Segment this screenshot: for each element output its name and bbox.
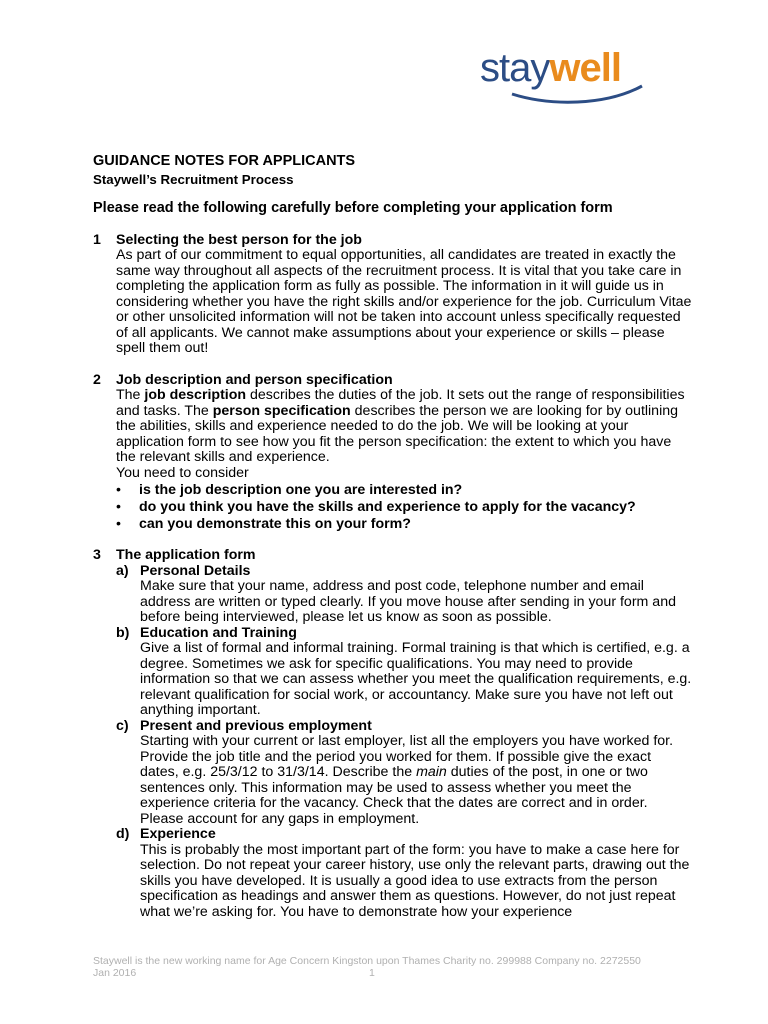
subsection-experience: d) Experience This is probably the most important part of the form: you have to make a case here for selection. Do not repeat your career history, use only the relevant parts, drawing out the skills you have developed. It is usually a good idea to use extracts from the person specification as headings and answer them as questions. However, do not just repeat what we’re asking for. You have to demonstrate how your experience (116, 827, 693, 920)
bullet-icon: • (116, 498, 121, 515)
section-3 (93, 548, 693, 920)
subsection-personal-details: a) Personal Details Make sure that your name, address and post code, telephone number and email address are written or typed clearly. If you move house after sending in your form and before being interviewed, please let us know as soon as possible. (116, 564, 693, 626)
list-item: • is the job description one you are interested in? (116, 481, 463, 498)
section-heading: Selecting the best person for the job (116, 231, 362, 248)
consider-label: You need to consider (116, 464, 249, 481)
subsection-heading: Education and Training (140, 624, 297, 641)
subsection-heading: Present and previous employment (140, 717, 372, 734)
list-item: • do you think you have the skills and experience to apply for the vacancy? (116, 498, 636, 515)
subsection-heading: Experience (140, 826, 216, 842)
footer-date: Jan 2016 (93, 967, 137, 979)
logo-swoosh-icon (510, 84, 645, 106)
subsection-paragraph: Starting with your current or last employer, list all the employers you have worked for. Provide the job title and the period you worked for them. If possible give the exact dates, e.g. 25/3/12 to 31/3/14. Describe the main duties of the post, in one or two sentences only. This information may be used to assess whether you meet the experience criteria for the vacancy. Check that the dates are correct and in order. Please account for any gaps in employment. (140, 733, 674, 827)
subsection-paragraph: Make sure that your name, address and post code, telephone number and email address are written or typed clearly. If you move house after sending in your form and before being interviewed, please let us know as soon as possible. (140, 578, 676, 625)
bullet-icon: • (116, 515, 121, 532)
section-paragraph: As part of our commitment to equal opportunities, all candidates are treated in exactly the same way throughout all aspects of the recruitment process. It is vital that you take care in completing the application form as fully as possible. The information in it will guide us in considering whether you have the right skills and/or experience for the job. Curriculum Vitae or other unsolicited information will not be taken into account unless specifically requested of all applicants. We cannot make assumptions about your experience or skills – please spell them out! (116, 247, 692, 356)
page-footer (93, 955, 693, 979)
intro-instruction: Please read the following carefully before completing your application form (93, 200, 613, 216)
section-2 (93, 373, 693, 533)
list-item: • can you demonstrate this on your form? (116, 515, 411, 532)
subsection-heading: Personal Details (140, 562, 251, 579)
section-number: 2 (93, 371, 101, 388)
subsection-employment: c) Present and previous employment Starting with your current or last employer, list all the employers you have worked for. Provide the job title and the period you worked for them. If possible give the exact dates, e.g. 25/3/12 to 31/3/14. Describe the main duties of the post, in one or two sentences only. This information may be used to assess whether you meet the experience criteria for the vacancy. Check that the dates are correct and in order. Please account for any gaps in employment. (116, 719, 693, 828)
page-subtitle: Staywell’s Recruitment Process (93, 171, 294, 187)
subsection-paragraph: This is probably the most important part of the form: you have to make a case here for selection. Do not repeat your career history, use only the relevant parts, drawing out the skills you have developed. It is usually a good idea to use extracts from the person specification as headings and answer them as questions. However, do not just repeat what we’re asking for. You have to demonstrate how your experience (140, 841, 690, 920)
person-specification-term: person specification (212, 402, 351, 419)
bullet-icon: • (116, 481, 121, 498)
job-description-term: job description (144, 387, 247, 403)
section-1 (93, 233, 693, 357)
section-number: 1 (93, 231, 101, 248)
document-body (93, 154, 693, 920)
footer-charity-info: Staywell is the new working name for Age Concern Kingston upon Thames Charity no. 299988 Company no. 2272550 (93, 955, 641, 967)
page-title: GUIDANCE NOTES FOR APPLICANTS (93, 153, 356, 169)
staywell-logo (480, 48, 650, 106)
consider-list (116, 483, 693, 533)
subsection-paragraph: Give a list of formal and informal training. Formal training is that which is certified, e.g. a degree. Sometimes we ask for specific qualifications. You may need to provide information so that we can assess whether you meet the qualification requirements, e.g. relevant qualification for social work, or accountancy. Make sure you have not left out anything important. (140, 640, 692, 718)
section-number: 3 (93, 547, 101, 563)
subsection-education-training: b) Education and Training Give a list of formal and informal training. Formal training is that which is certified, e.g. a degree. Sometimes we ask for specific qualifications. You may need to provide information so that we can assess whether you meet the qualification requirements, e.g. relevant qualification for social work, or accountancy. Make sure you have not left out anything important. (116, 624, 692, 718)
logo-stay-text: stay (480, 46, 550, 90)
page-number: 1 (369, 967, 375, 979)
section-heading: Job description and person specification (116, 371, 393, 388)
section-paragraph: The job description describes the duties of the job. It sets out the range of responsibilities and tasks. The person specification describes the person we are looking for by outlining the abilities, skills and experience needed to do the job. We will be looking at your application form to see how you fit the person specification: the extent to which you have the relevant skills and experience. (116, 387, 685, 465)
section-heading: The application form (116, 547, 256, 563)
logo-well-text: well (549, 46, 621, 90)
